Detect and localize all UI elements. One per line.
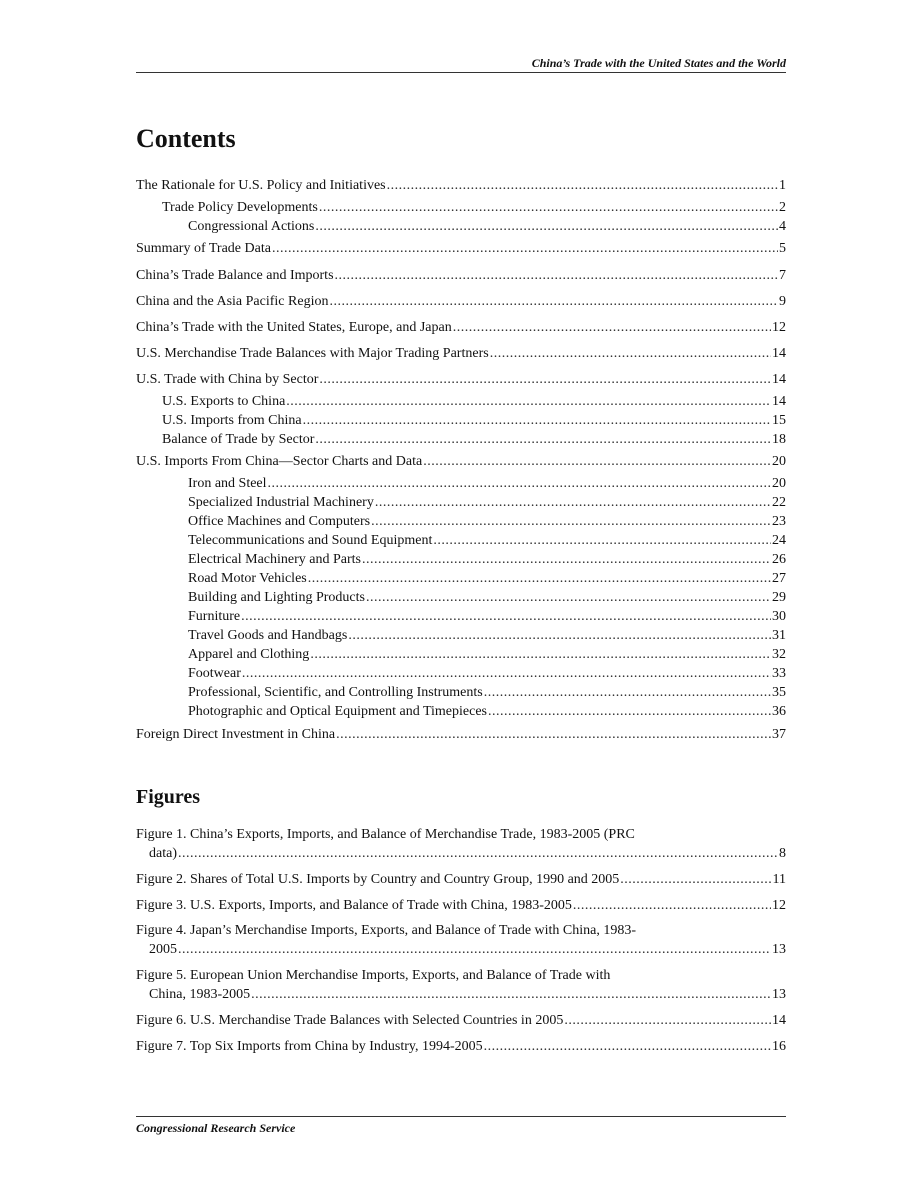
figure-entry-title: China, 1983-2005 xyxy=(149,987,251,1002)
toc-entry-title: Photographic and Optical Equipment and Timepieces xyxy=(188,704,488,719)
figure-page-number: 12 xyxy=(772,898,786,913)
toc-page-number: 14 xyxy=(772,372,786,387)
figure-entry-title: Figure 6. U.S. Merchandise Trade Balances with Selected Countries in 2005 xyxy=(136,1013,564,1028)
toc-entry[interactable] xyxy=(136,319,786,337)
figure-entry[interactable] xyxy=(136,897,786,915)
toc-page-number: 4 xyxy=(779,219,786,234)
toc-page-number: 35 xyxy=(772,685,786,700)
toc-entry[interactable] xyxy=(136,608,786,626)
figure-page-number: 14 xyxy=(772,1013,786,1028)
toc-entry[interactable] xyxy=(136,627,786,645)
toc-page-number: 2 xyxy=(779,200,786,215)
toc-entry-title: Footwear xyxy=(188,666,241,681)
toc-entry-title: Travel Goods and Handbags xyxy=(188,628,348,643)
toc-entry-title: U.S. Merchandise Trade Balances with Major Trading Partners xyxy=(136,346,489,361)
toc-page-number: 20 xyxy=(772,476,786,491)
toc-entry[interactable] xyxy=(136,589,786,607)
figure-page-number: 13 xyxy=(772,942,786,957)
figure-entry-title: Figure 7. Top Six Imports from China by Industry, 1994-2005 xyxy=(136,1039,483,1054)
toc-entry-title: Iron and Steel xyxy=(188,476,267,491)
toc-entry[interactable] xyxy=(136,199,786,217)
toc-entry[interactable] xyxy=(136,665,786,683)
toc-page-number: 22 xyxy=(772,495,786,510)
toc-entry-title: Electrical Machinery and Parts xyxy=(188,552,361,567)
contents-heading: Contents xyxy=(136,124,236,153)
figure-entry-title: data) xyxy=(149,846,177,861)
toc-page-number: 20 xyxy=(772,454,786,469)
toc-entry-title: U.S. Exports to China xyxy=(162,394,286,409)
figure-page-number: 16 xyxy=(772,1039,786,1054)
figure-entry-title: 2005 xyxy=(149,942,177,957)
toc-entry-title: Road Motor Vehicles xyxy=(188,571,307,586)
toc-entry-title: Summary of Trade Data xyxy=(136,241,271,256)
toc-page-number: 29 xyxy=(772,590,786,605)
toc-entry-title: Building and Lighting Products xyxy=(188,590,365,605)
footer-publisher: Congressional Research Service xyxy=(136,1121,296,1135)
toc-entry[interactable] xyxy=(136,293,786,311)
toc-page-number: 23 xyxy=(772,514,786,529)
toc-entry[interactable] xyxy=(136,726,786,744)
toc-entry[interactable] xyxy=(136,345,786,363)
toc-page-number: 32 xyxy=(772,647,786,662)
figure-page-number: 13 xyxy=(772,987,786,1002)
toc-entry-title: Specialized Industrial Machinery xyxy=(188,495,374,510)
figure-entry-title: Figure 3. U.S. Exports, Imports, and Balance of Trade with China, 1983-2005 xyxy=(136,898,572,913)
toc-entry[interactable] xyxy=(136,475,786,493)
toc-page-number: 5 xyxy=(779,241,786,256)
toc-page-number: 26 xyxy=(772,552,786,567)
toc-entry[interactable] xyxy=(136,240,786,258)
toc-entry-title: U.S. Imports From China—Sector Charts and Data xyxy=(136,454,423,469)
figure-entry[interactable] xyxy=(136,1038,786,1056)
figure-entry-line1: Figure 1. China’s Exports, Imports, and Balance of Merchandise Trade, 1983-2005 (PRC xyxy=(136,827,635,842)
toc-entry-title: U.S. Trade with China by Sector xyxy=(136,372,319,387)
toc-entry[interactable] xyxy=(136,267,786,285)
toc-entry[interactable] xyxy=(136,513,786,531)
toc-page-number: 24 xyxy=(772,533,786,548)
figure-entry[interactable] xyxy=(136,986,786,1004)
toc-entry-title: Foreign Direct Investment in China xyxy=(136,727,336,742)
toc-entry-title: China’s Trade with the United States, Europe, and Japan xyxy=(136,320,452,335)
toc-page-number: 36 xyxy=(772,704,786,719)
toc-entry-title: Balance of Trade by Sector xyxy=(162,432,315,447)
toc-entry[interactable] xyxy=(136,371,786,389)
toc-entry[interactable] xyxy=(136,703,786,721)
running-header xyxy=(136,56,786,73)
toc-entry[interactable] xyxy=(136,646,786,664)
figure-entry[interactable] xyxy=(136,1012,786,1030)
toc-entry[interactable] xyxy=(136,684,786,702)
toc-entry[interactable] xyxy=(136,494,786,512)
toc-page-number: 18 xyxy=(772,432,786,447)
toc-entry-title: Office Machines and Computers xyxy=(188,514,371,529)
figure-page-number: 8 xyxy=(779,846,786,861)
figure-entry[interactable] xyxy=(136,845,786,863)
toc-page-number: 27 xyxy=(772,571,786,586)
toc-entry[interactable] xyxy=(136,453,786,471)
toc-page-number: 14 xyxy=(772,394,786,409)
toc-entry-title: China’s Trade Balance and Imports xyxy=(136,268,334,283)
figure-entry[interactable] xyxy=(136,871,786,889)
toc-page-number: 9 xyxy=(779,294,786,309)
toc-page-number: 12 xyxy=(772,320,786,335)
toc-entry[interactable] xyxy=(136,570,786,588)
figure-entry[interactable] xyxy=(136,941,786,959)
toc-entry[interactable] xyxy=(136,532,786,550)
page-footer xyxy=(136,1116,786,1136)
toc-entry-title: Apparel and Clothing xyxy=(188,647,310,662)
toc-entry[interactable] xyxy=(136,393,786,411)
toc-entry[interactable] xyxy=(136,551,786,569)
toc-page-number: 7 xyxy=(779,268,786,283)
figures-heading: Figures xyxy=(136,786,201,808)
figure-entry-line1: Figure 4. Japan’s Merchandise Imports, Exports, and Balance of Trade with China, 1983- xyxy=(136,923,637,938)
toc-page-number: 1 xyxy=(779,178,786,193)
toc-entry-title: Furniture xyxy=(188,609,241,624)
toc-entry[interactable] xyxy=(136,177,786,195)
toc-page-number: 30 xyxy=(772,609,786,624)
toc-entry-title: Professional, Scientific, and Controlling Instruments xyxy=(188,685,483,700)
toc-entry-title: Congressional Actions xyxy=(188,219,315,234)
toc-page-number: 33 xyxy=(772,666,786,681)
toc-entry-title: Trade Policy Developments xyxy=(162,200,318,215)
figure-entry-line1: Figure 5. European Union Merchandise Imports, Exports, and Balance of Trade with xyxy=(136,968,611,983)
running-title: China’s Trade with the United States and the World xyxy=(531,56,786,70)
toc-entry[interactable] xyxy=(136,412,786,430)
toc-entry-title: The Rationale for U.S. Policy and Initiatives xyxy=(136,178,386,193)
toc-page-number: 15 xyxy=(772,413,786,428)
toc-page-number: 14 xyxy=(772,346,786,361)
toc-entry-title: Telecommunications and Sound Equipment xyxy=(188,533,433,548)
toc-page-number: 31 xyxy=(772,628,786,643)
toc-entry[interactable] xyxy=(136,431,786,449)
toc-entry[interactable] xyxy=(136,218,786,236)
figure-entry-title: Figure 2. Shares of Total U.S. Imports by Country and Country Group, 1990 and 2005 xyxy=(136,872,620,887)
toc-entry-title: China and the Asia Pacific Region xyxy=(136,294,329,309)
toc-entry-title: U.S. Imports from China xyxy=(162,413,302,428)
toc-page-number: 37 xyxy=(772,727,786,742)
figure-page-number: 11 xyxy=(772,872,786,887)
